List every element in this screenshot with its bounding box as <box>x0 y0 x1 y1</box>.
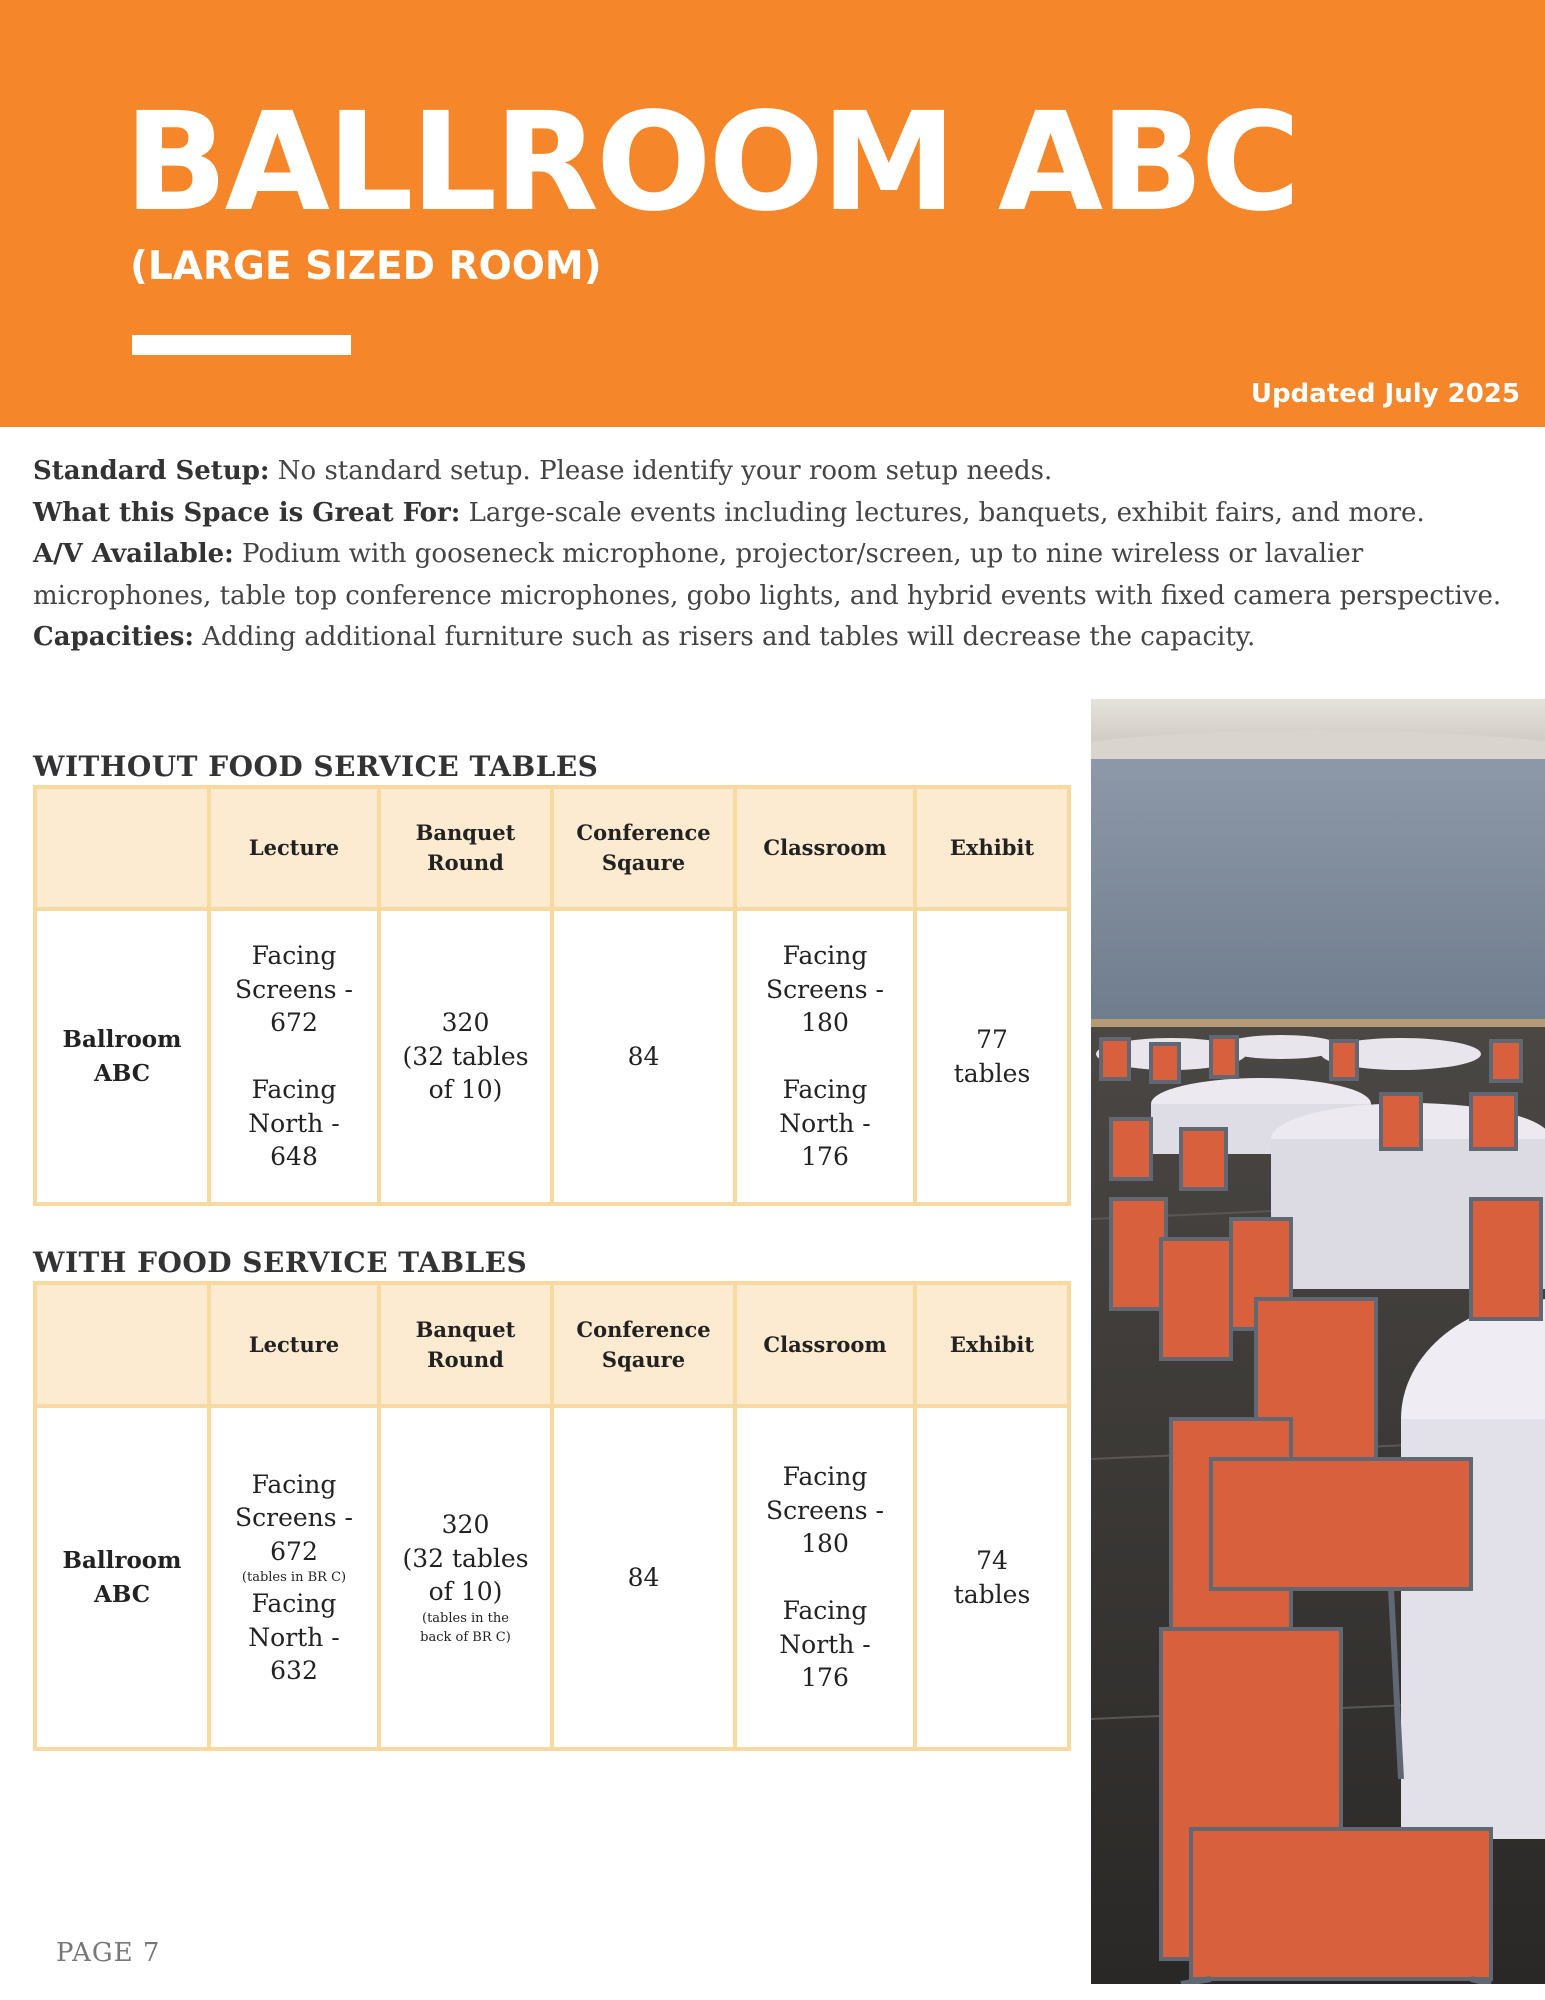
cell-lecture: Facing Screens - 672 Facing North - 648 <box>209 909 379 1204</box>
cell-banquet-round: 320 (32 tables of 10) <box>379 909 552 1204</box>
banquet-note-1: (tables in the <box>422 1610 509 1626</box>
cell-banquet-round: 320 (32 tables of 10) (tables in the back of BR C) <box>379 1406 552 1749</box>
cell-conference-square: 84 <box>552 909 735 1204</box>
col-header-banquet-round: Banquet Round <box>379 787 552 909</box>
av-line <box>33 534 1513 617</box>
page-subtitle: (LARGE SIZED ROOM) <box>130 244 602 289</box>
page-number: PAGE 7 <box>56 1938 161 1968</box>
lecture-note: (tables in BR C) <box>241 1570 347 1585</box>
banquet-note-2: back of BR C) <box>420 1629 511 1645</box>
table-row <box>35 909 1069 1204</box>
without-food-heading: WITHOUT FOOD SERVICE TABLES <box>33 750 599 783</box>
with-food-table <box>33 1281 1071 1751</box>
page-title: BALLROOM ABC <box>124 84 1298 242</box>
cell-classroom: Facing Screens - 180 Facing North - 176 <box>735 1406 915 1749</box>
row-label-ballroom-abc: Ballroom ABC <box>35 1406 209 1749</box>
great-for-label: What this Space is Great For: <box>33 497 461 528</box>
table-header-row <box>35 787 1069 909</box>
capacities-text: Adding additional furniture such as risers and tables will decrease the capacity. <box>193 622 1256 652</box>
av-label: A/V Available: <box>33 539 234 569</box>
updated-date: Updated July 2025 <box>1250 379 1520 409</box>
col-header-exhibit: Exhibit <box>915 1283 1069 1406</box>
without-food-table <box>33 785 1071 1206</box>
empty-header-cell <box>35 787 209 909</box>
with-food-heading: WITH FOOD SERVICE TABLES <box>33 1246 528 1279</box>
col-header-lecture: Lecture <box>209 1283 379 1406</box>
capacities-line <box>33 617 1513 659</box>
capacities-label: Capacities: <box>33 622 194 652</box>
col-header-conference-square: Conference Sqaure <box>552 787 735 909</box>
col-header-lecture: Lecture <box>209 787 379 909</box>
cell-exhibit: 74 tables <box>915 1406 1069 1749</box>
title-underline <box>132 335 351 355</box>
cell-lecture: Facing Screens - 672 (tables in BR C) Facing North - 632 <box>209 1406 379 1749</box>
cell-exhibit: 77 tables <box>915 909 1069 1204</box>
standard-setup-label: Standard Setup: <box>33 456 270 486</box>
standard-setup-line <box>33 451 1513 493</box>
col-header-classroom: Classroom <box>735 787 915 909</box>
empty-header-cell <box>35 1283 209 1406</box>
col-header-exhibit: Exhibit <box>915 787 1069 909</box>
ballroom-photo <box>1091 699 1545 1984</box>
col-header-conference-square: Conference Sqaure <box>552 1283 735 1406</box>
great-for-line <box>33 493 1513 535</box>
col-header-banquet-round: Banquet Round <box>379 1283 552 1406</box>
great-for-text: Large-scale events including lectures, banquets, exhibit fairs, and more. <box>460 497 1425 528</box>
cell-classroom: Facing Screens - 180 Facing North - 176 <box>735 909 915 1204</box>
table-header-row <box>35 1283 1069 1406</box>
table-row <box>35 1406 1069 1749</box>
standard-setup-text: No standard setup. Please identify your room setup needs. <box>269 456 1053 486</box>
row-label-ballroom-abc: Ballroom ABC <box>35 909 209 1204</box>
col-header-classroom: Classroom <box>735 1283 915 1406</box>
av-text: Podium with gooseneck microphone, projector/screen, up to nine wireless or lavalier microphones, table top conference microphones, gobo lights, and hybrid events with fixed camera perspective. <box>33 539 1502 611</box>
header-banner <box>0 0 1545 427</box>
cell-conference-square: 84 <box>552 1406 735 1749</box>
room-description <box>33 451 1513 659</box>
